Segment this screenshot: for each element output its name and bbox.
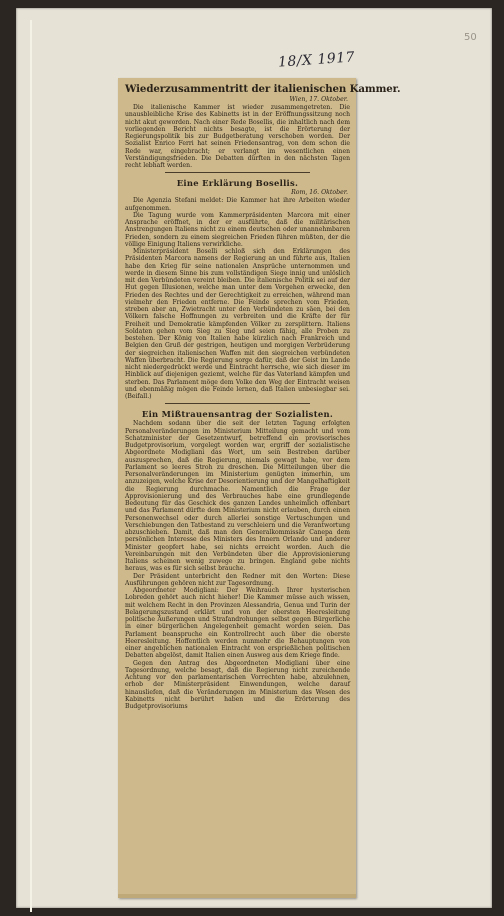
divider-rule xyxy=(165,172,310,173)
article-dateline: Wien, 17. Oktober. xyxy=(289,96,348,103)
newspaper-clipping xyxy=(118,78,401,898)
divider-rule xyxy=(165,403,310,404)
section-subheading: Eine Erklärung Bosellis. xyxy=(176,178,299,189)
section-paragraph: Die Agenzia Stefani meldet: Die Kammer hat ihre Arbeiten wieder aufgenommen. xyxy=(125,197,350,212)
article-paragraph: Die italienische Kammer ist wieder zusammengetreten. Die unausbleibliche Krise des Kabinetts ist in der Eröffnungssitzung noch nicht akut geworden. Nach einer Rede Bosellis, die inhaltlich nach dem vorliegenden Bericht nichts besagte, ist die Erörterung der Regierungspolitik bis zur Budgetberatung verschoben worden. Der Sozialist Enrico Ferri hat seinen Friedensantrag, von dem schon die Rede war, eingebracht; er verlangt im wesentlichen einen Verständigungsfrieden. Die Debatten dürften in den nächsten Tagen recht lebhaft werden. xyxy=(125,104,350,169)
section-dateline: Rom, 16. Oktober. xyxy=(291,189,348,197)
section-paragraph: Gegen den Antrag des Abgeordneten Modigliani über eine Tagesordnung, welche besagt, daß die Regierung nicht zureichende Achtung vor den parlamentarischen Vorrechten habe, abzulehnen, erhob der Ministerpräsident Einwendungen, welche darauf hinausliefen, daß die Veränderungen im Ministerium das Wesen des Kabinetts nicht berührt haben und die Erörterung des Budgetprovisoriums xyxy=(125,659,350,710)
article-headline: Wiederzusammentritt der italienischen Kammer. xyxy=(125,83,401,95)
handwritten-date: 18/X 1917 xyxy=(277,49,356,71)
section-paragraph: Nachdem sodann über die seit der letzten Tagung erfolgten Personalveränderungen im Ministerium Mitteilung gemacht und vom Schatzminister der Gesetzentwurf, betreffend ein provisorisches Budgetprovisorium, vorgelegt worden war, ergriff der sozialistische Abgeordnete Modigliani das Wort, um sein Bestreben darüber auszusprechen, daß die Regierung, niemals gewagt habe, vor dem Parlament so leeres Stroh zu dreschen. Die Mitteilungen über die Personalveränderungen im Ministerium genügten immerhin, um anzuzeigen, welche Krise der Desorientierung und der Mangelhaftigkeit die Regierung durchmache. Namentlich die Frage der Approvisionierung und des Verbrauches habe eine grundlegende Bedeutung für das Geschick des ganzen Landes unheimlich offenbart und das Parlament dürfte dem Ministerium nicht erlauben, durch einen Personenwechsel oder durch allerlei sonstige Vertuschungen und Verschiebungen den Tatbestand zu verschleiern und die Verantwortung abzuschieben. Damit, daß man den Generalkommissär Canepa dem persönlichen Interesse des Ministers des Innern Orlando und anderer Minister geopfert habe, sei nichts erreicht worden. Auch die Vereinbarungen mit den Verbündeten über die Approvisionierung Italiens scheinen wenig zuwege zu bringen. England gebe nichts heraus, was es für sich selbst brauche. xyxy=(125,420,350,573)
section-paragraph: Ministerpräsident Boselli schloß sich den Erklärungen des Präsidenten Marcora namens der Regierung an und führte aus, Italien habe den Krieg für seine nationalen Ansprüche unternommen und werde in diesem Sinne bis zum vollständigen Siege innig und unlöslich mit den Verbündeten vereint bleiben. Die italienische Politik sei auf der Hut gegen Illusionen, welche man unter dem Vorgehen erwecke, den Frieden des Rechtes und der Gerechtigkeit zu erreichen, während man vielmehr den Frieden entferne. Die Feinde sprechen vom Frieden, streben aber an, Zwietracht unter den Verbündeten zu säen, bei den Völkern falsche Hoffnungen zu verbreiten und die Kräfte der für Freiheit und Demokratie kämpfenden Völker zu zersplittern. Italiens Soldaten gehen vom Sieg zu Sieg und seien fähig, alle Proben zu bestehen. Der König von Italien habe kürzlich nach Frankreich und Belgien den Gruß der gestrigen, heutigen und morgigen Verbrüderung der siegreichen italienischen Waffen mit den siegreichen verbündeten Waffen überbracht. Die Regierung sorge dafür, daß der Geist im Lande nicht niedergedrückt werde und Eintracht herrsche, wie sich dieser im Hinblick auf diejenigen geziemt, welche für das Vaterland kämpfen und sterben. Das Parlament möge dem Volke den Weg der Eintracht weisen und ebenmäßig mögen die Feinde lernen, daß Italien unbesiegbar sei. (Beifall.) xyxy=(125,248,350,400)
section-subheading: Ein Mißtrauensantrag der Sozialisten. xyxy=(141,409,334,420)
section-paragraph: Der Präsident unterbricht den Redner mit den Worten: Diese Ausführungen gehören nicht zur Tagesordnung. xyxy=(125,572,350,587)
section-paragraph: Die Tagung wurde vom Kammerpräsidenten Marcora mit einer Ansprache eröffnet, in der er ausführte, daß die militärischen Anstrengungen Italiens nicht zu einem deutschen oder unannehmbaren Frieden, sondern zu einem siegreichen Frieden führen müßten, der die völlige Einigung Italiens verwirkliche. xyxy=(125,211,350,248)
page-number: 50 xyxy=(464,32,477,43)
section-paragraph: Abgeordneter Modigliani: Der Weihrauch Ihrer hysterischen Lobreden gehört auch nicht hieher! Die Kammer müsse auch wissen, mit welchem Recht in den Provinzen Alessandria, Genua und Turin der Belagerungszustand erklärt und von der obersten Heeresleitung politische Äußerungen und Strafandrohungen selbst gegen Bürgerliche in einer bürgerlichen Angelegenheit gemacht worden seien. Das Parlament beanspruche ein Kontrollrecht auch über die oberste Heeresleitung. Hoffentlich werden nunmehr die Behauptungen von einer angeblichen nationalen Eintracht von ersprießlichen politischen Debatten abgelöst, damit Italien einen Ausweg aus dem Kriege finde. xyxy=(125,587,350,660)
clipping-content xyxy=(118,78,401,710)
sheet-edge xyxy=(30,20,32,912)
clipping-bottom-edge xyxy=(118,894,356,898)
